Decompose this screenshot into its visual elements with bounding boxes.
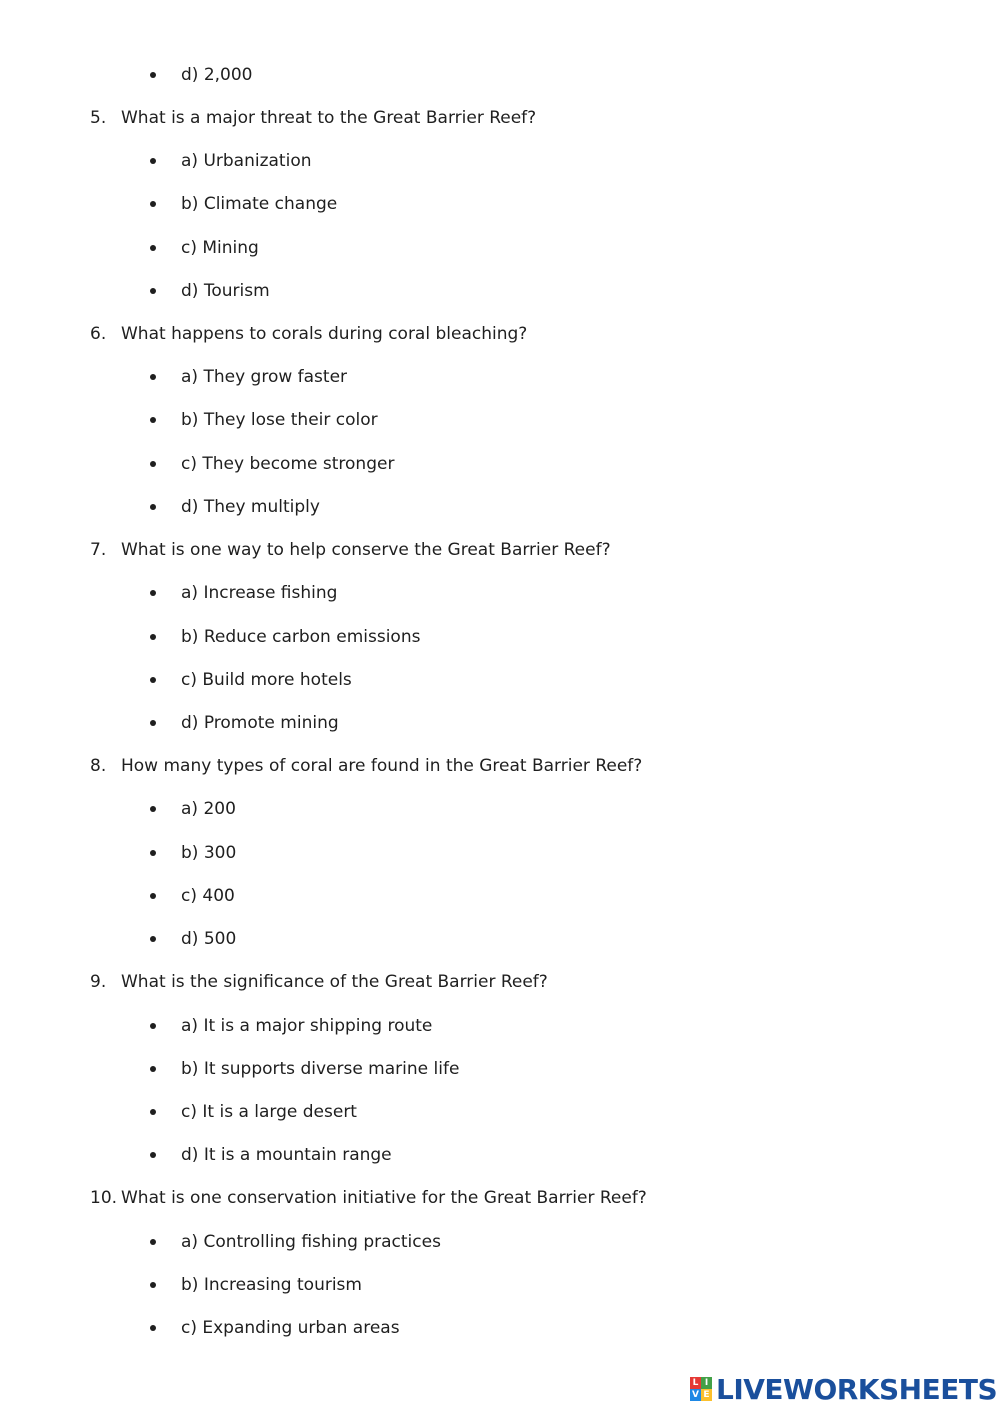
option-text: d) Tourism	[181, 281, 270, 301]
bullet-dot	[150, 720, 156, 726]
option-text: b) It supports diverse marine life	[181, 1059, 460, 1079]
question-number: 6.	[90, 324, 107, 344]
bullet-dot	[150, 504, 156, 510]
bullet-dot	[150, 677, 156, 683]
bullet-dot	[150, 936, 156, 942]
option-text: c) Mining	[181, 238, 259, 258]
question-text: How many types of coral are found in the Great Barrier Reef?	[121, 756, 643, 776]
option-text: a) Controlling fishing practices	[181, 1232, 441, 1252]
bullet-dot	[150, 461, 156, 467]
bullet-dot	[150, 1109, 156, 1115]
bullet-dot	[150, 1152, 156, 1158]
option-text: d) Promote mining	[181, 713, 339, 733]
bullet-dot	[150, 201, 156, 207]
logo-text: LIVEWORKSHEETS	[716, 1372, 998, 1406]
bullet-dot	[150, 288, 156, 294]
bullet-dot	[150, 158, 156, 164]
option-text: a) It is a major shipping route	[181, 1016, 433, 1036]
bullet-dot	[150, 1066, 156, 1072]
option-text: d) 500	[181, 929, 237, 949]
bullet-dot	[150, 590, 156, 596]
bullet-dot	[150, 245, 156, 251]
question-number: 7.	[90, 540, 107, 560]
option-text: d) They multiply	[181, 497, 320, 517]
option-text: c) Expanding urban areas	[181, 1318, 400, 1338]
bullet-dot	[150, 72, 156, 78]
question-number: 10.	[90, 1188, 118, 1208]
bullet-dot	[150, 1023, 156, 1029]
logo-letter: E	[701, 1389, 712, 1401]
logo-letter: L	[690, 1377, 701, 1389]
bullet-dot	[150, 893, 156, 899]
option-text: a) Urbanization	[181, 151, 312, 171]
bullet-dot	[150, 417, 156, 423]
option-text: c) They become stronger	[181, 454, 395, 474]
option-text: b) They lose their color	[181, 410, 378, 430]
option-text: a) 200	[181, 799, 236, 819]
option-text: c) Build more hotels	[181, 670, 352, 690]
option-text: d) 2,000	[181, 65, 253, 85]
question-text: What is one conservation initiative for the Great Barrier Reef?	[121, 1188, 647, 1208]
bullet-dot	[150, 374, 156, 380]
option-text: d) It is a mountain range	[181, 1145, 392, 1165]
question-text: What happens to corals during coral bleaching?	[121, 324, 528, 344]
option-text: b) Reduce carbon emissions	[181, 627, 421, 647]
option-text: b) 300	[181, 843, 237, 863]
option-text: c) 400	[181, 886, 235, 906]
liveworksheets-logo[interactable]	[690, 1374, 997, 1404]
option-text: b) Climate change	[181, 194, 338, 214]
question-number: 5.	[90, 108, 107, 128]
bullet-dot	[150, 1282, 156, 1288]
question-number: 9.	[90, 972, 107, 992]
option-text: c) It is a large desert	[181, 1102, 357, 1122]
question-text: What is a major threat to the Great Barrier Reef?	[121, 108, 537, 128]
option-text: b) Increasing tourism	[181, 1275, 362, 1295]
option-text: a) They grow faster	[181, 367, 348, 387]
question-text: What is one way to help conserve the Great Barrier Reef?	[121, 540, 611, 560]
bullet-dot	[150, 634, 156, 640]
question-number: 8.	[90, 756, 107, 776]
logo-letter: V	[690, 1389, 701, 1401]
option-text: a) Increase fishing	[181, 583, 338, 603]
bullet-dot	[150, 850, 156, 856]
bullet-dot	[150, 806, 156, 812]
bullet-dot	[150, 1239, 156, 1245]
bullet-dot	[150, 1325, 156, 1331]
question-text: What is the significance of the Great Barrier Reef?	[121, 972, 548, 992]
logo-mark-icon	[690, 1377, 712, 1401]
logo-letter: I	[701, 1377, 712, 1389]
